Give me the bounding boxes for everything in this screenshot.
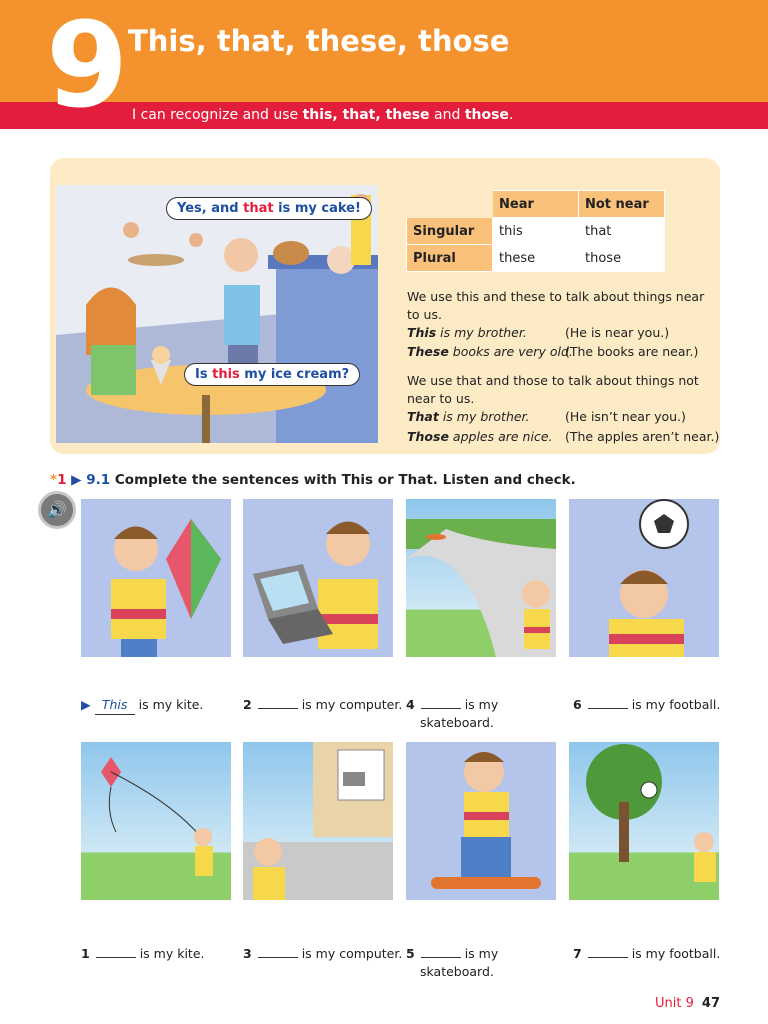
col-header-not-near: Not near (579, 191, 665, 218)
note-far-2: (The apples aren’t near.) (565, 429, 720, 444)
page-title: This, that, these, those (128, 24, 510, 58)
exercise-item: 5 is my skateboard. (406, 946, 499, 979)
example-arrow-icon: ▶ (81, 697, 91, 712)
answer-blank[interactable] (421, 957, 461, 958)
page-number: 47 (701, 996, 720, 1011)
speech-bubble-ice-cream: Is this my ice cream? (184, 363, 360, 386)
table-row (407, 218, 665, 245)
row-header: Plural (407, 245, 493, 272)
objective-text: I can recognize and use this, that, these and those. (132, 107, 514, 123)
answer-blank[interactable] (96, 957, 136, 958)
cafe-illustration (56, 185, 378, 443)
picture-boy-kite-near (81, 499, 231, 657)
exercise-item: 3 is my computer. (243, 946, 403, 961)
speech-bubble-cake: Yes, and that is my cake! (166, 197, 372, 220)
audio-play-button[interactable] (38, 491, 76, 529)
speaker-icon: 🔊 (47, 500, 67, 519)
picture-boy-kite-far (81, 742, 231, 900)
page-footer (655, 996, 720, 1011)
note-near-2: (The books are near.) (565, 344, 699, 359)
note-far-1: (He isn’t near you.) (565, 409, 686, 424)
answer-blank[interactable] (258, 708, 298, 709)
answer-blank[interactable] (588, 957, 628, 958)
answer-blank[interactable] (588, 708, 628, 709)
exercise-item: 7 is my football. (573, 946, 721, 961)
answer-blank[interactable] (421, 708, 461, 709)
exercise-item: 4 is my skateboard. (406, 697, 499, 730)
example-near-1: This is my brother. (407, 325, 527, 340)
table-row (407, 245, 665, 272)
picture-boy-skateboard-far (406, 499, 556, 657)
note-near-1: (He is near you.) (565, 325, 670, 340)
example-far-2: Those apples are nice. (407, 429, 553, 444)
picture-boy-computer-far (243, 742, 393, 900)
table-header-row (407, 191, 665, 218)
table-cell: this (493, 218, 579, 245)
picture-boy-football-far (569, 742, 719, 900)
rule-far: We use that and those to talk about things not near to us. (407, 373, 699, 406)
example-far-1: That is my brother. (407, 409, 530, 424)
row-header: Singular (407, 218, 493, 245)
table-cell: these (493, 245, 579, 272)
exercise-item: ▶ This is my kite. (81, 696, 203, 715)
table-cell: that (579, 218, 665, 245)
cafe-scene (56, 185, 378, 443)
footer-unit: Unit 9 (655, 996, 694, 1011)
col-header-near: Near (493, 191, 579, 218)
exercise-item: 1 is my kite. (81, 946, 205, 961)
table-cell: those (579, 245, 665, 272)
exercise-item: 6 is my football. (573, 697, 721, 712)
example-near-2: These books are very old. (407, 344, 573, 359)
exercise-heading: *1 ▶ 9.1 Complete the sentences with This or That. Listen and check. (50, 472, 576, 488)
exercise-item: 2 is my computer. (243, 697, 403, 712)
picture-boy-football-near (569, 499, 719, 657)
rule-near: We use this and these to talk about things near to us. (407, 289, 705, 322)
play-track-icon[interactable]: ▶ (71, 472, 82, 488)
answer-blank: This (95, 696, 135, 715)
picture-boy-computer-near (243, 499, 393, 657)
answer-blank[interactable] (258, 957, 298, 958)
unit-number: 9 (46, 0, 125, 134)
grammar-table (406, 190, 665, 272)
picture-boy-skateboard-near (406, 742, 556, 900)
